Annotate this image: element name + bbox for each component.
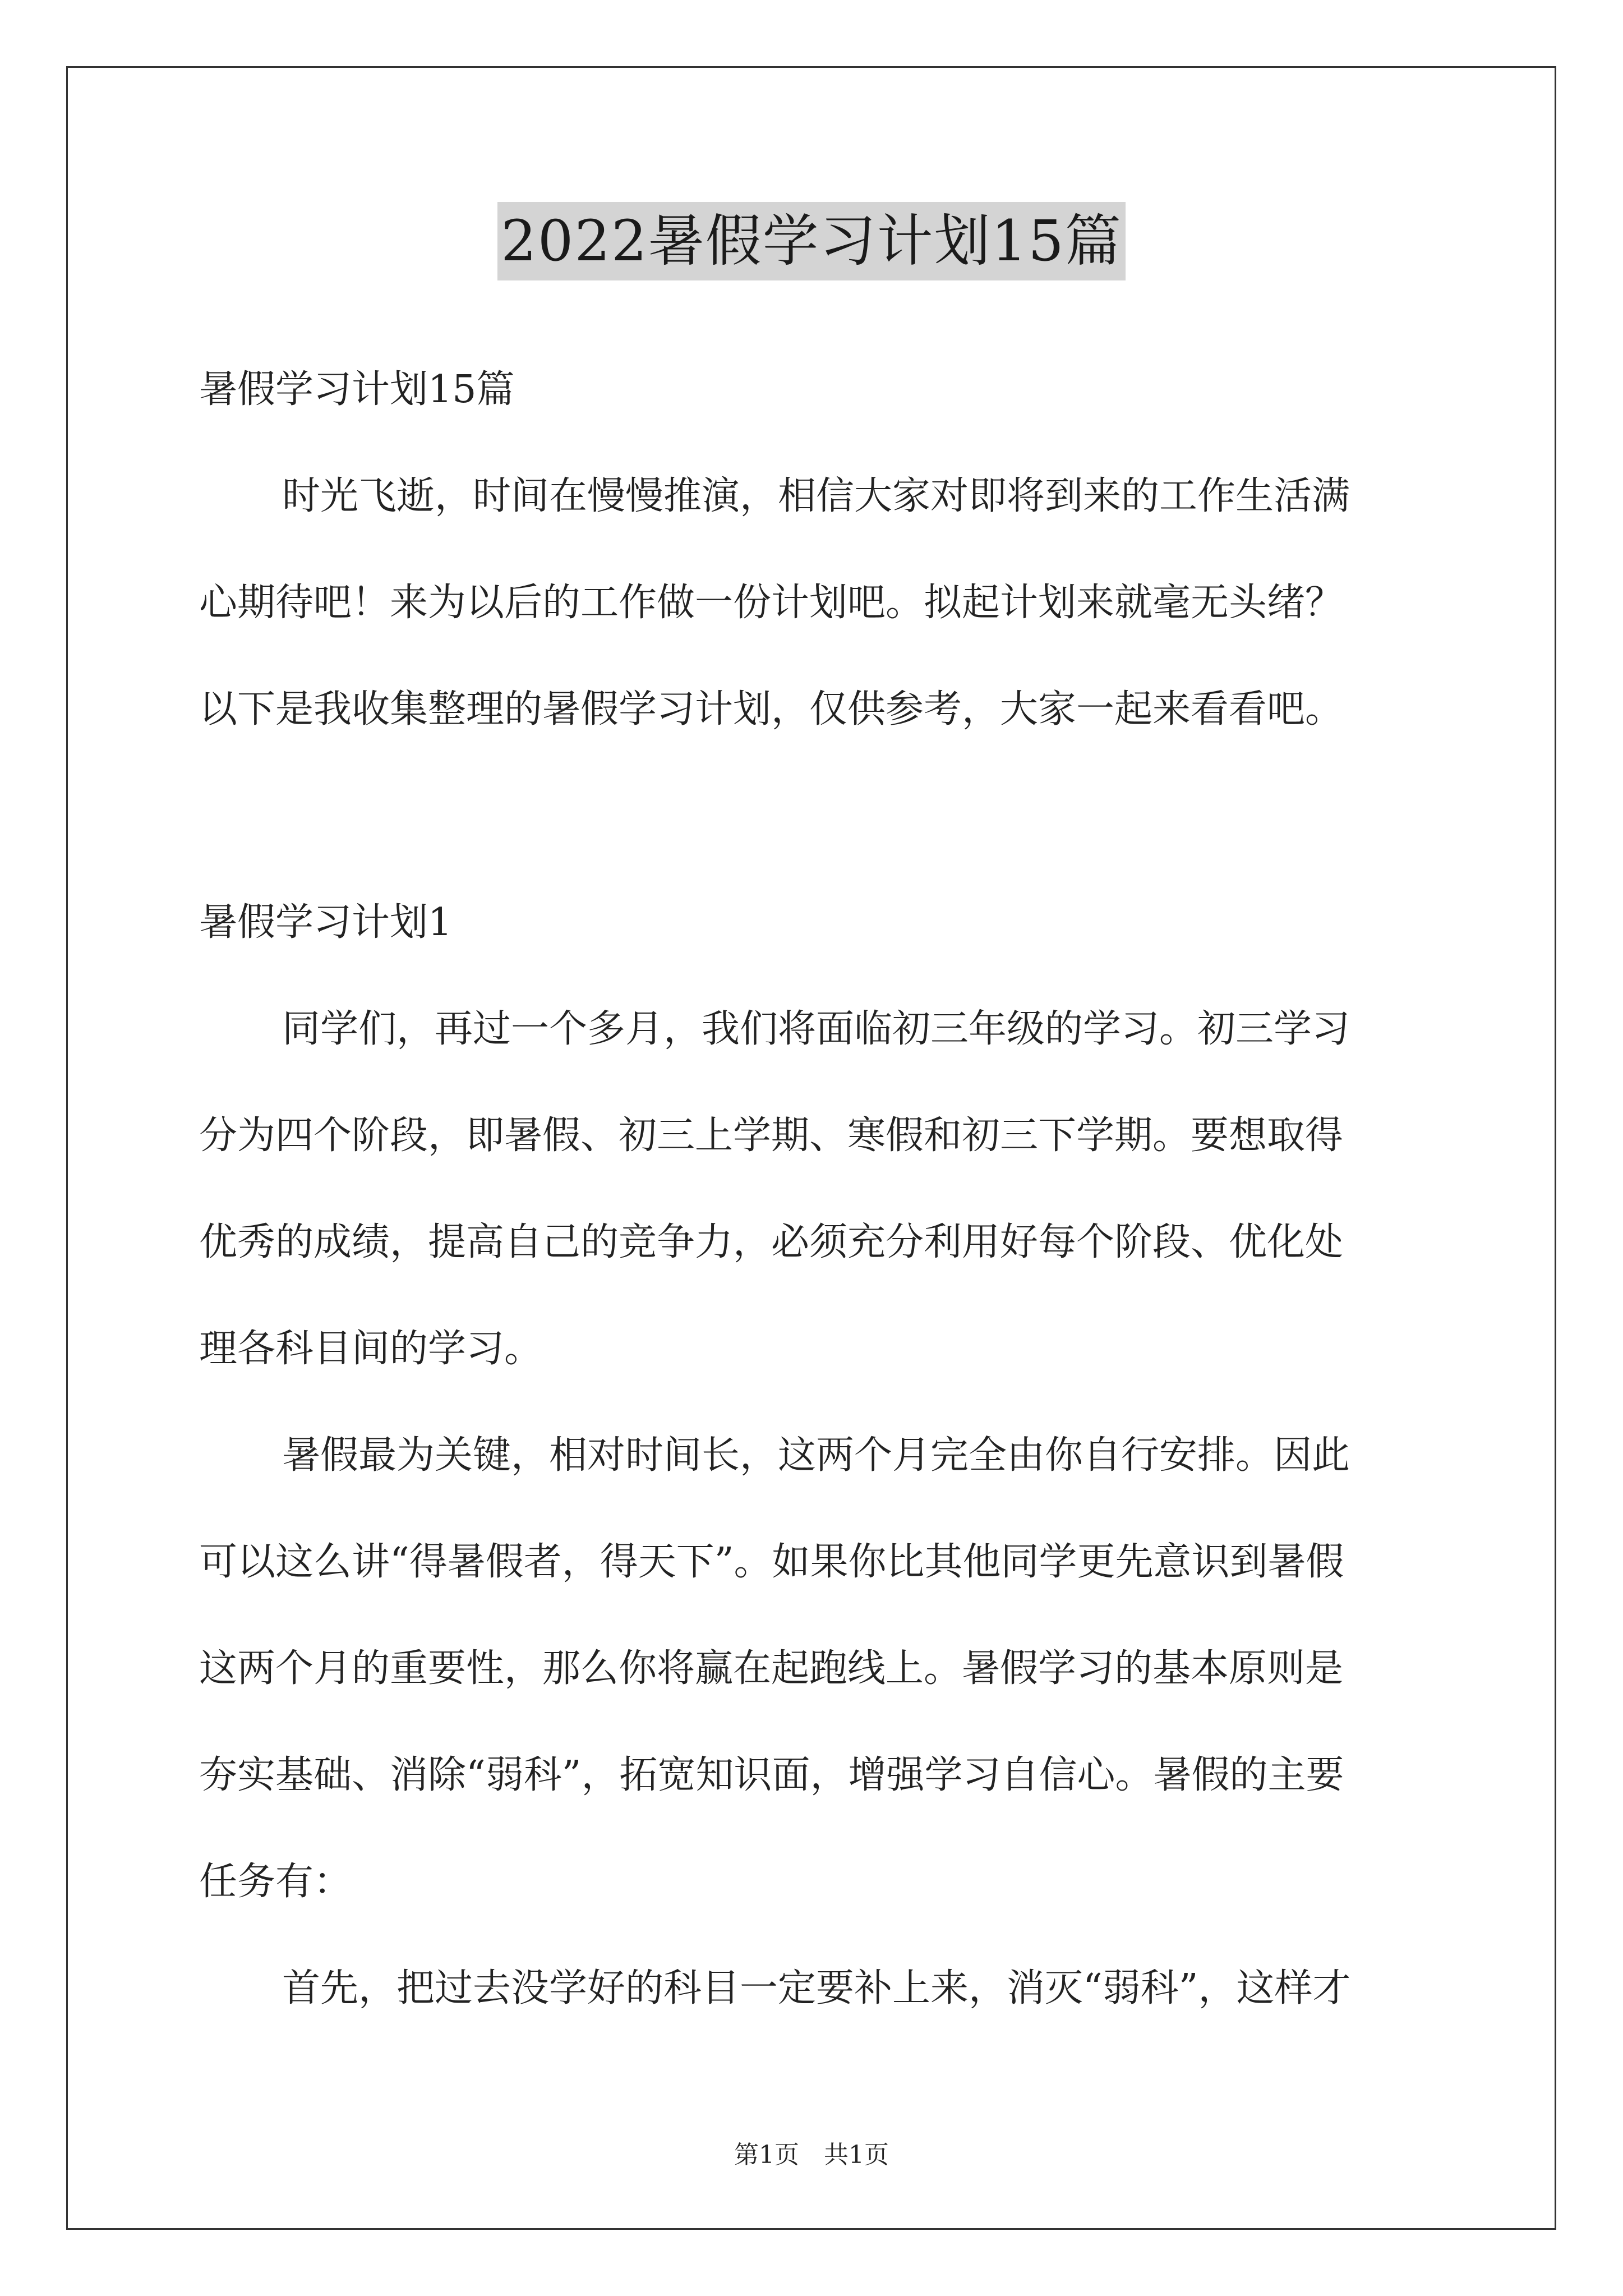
section-heading: 暑假学习计划1	[199, 900, 453, 945]
paragraph-line: 心期待吧！来为以后的工作做一份计划吧。拟起计划来就毫无头绪？	[199, 581, 1344, 625]
paragraph-line: 首先，把过去没学好的科目一定要补上来，消灭“弱科”，这样才	[282, 1966, 1351, 2010]
document-title: 2022暑假学习计划15篇	[497, 202, 1126, 280]
blank-line	[199, 763, 1424, 869]
paragraph-line: 分为四个阶段，即暑假、初三上学期、寒假和初三下学期。要想取得	[199, 1114, 1344, 1158]
paragraph-line: 理各科目间的学习。	[199, 1327, 543, 1371]
document-body	[199, 337, 1424, 2042]
paragraph-line: 可以这么讲“得暑假者，得天下”。如果你比其他同学更先意识到暑假	[199, 1540, 1344, 1584]
page-footer: 第1页 共1页	[734, 2141, 889, 2169]
subtitle-line: 暑假学习计划15篇	[199, 367, 515, 412]
paragraph-line: 任务有：	[199, 1860, 352, 1904]
paragraph-line: 夯实基础、消除“弱科”，拓宽知识面，增强学习自信心。暑假的主要	[199, 1753, 1344, 1797]
paragraph-line: 同学们，再过一个多月，我们将面临初三年级的学习。初三学习	[282, 1007, 1350, 1051]
paragraph-line: 以下是我收集整理的暑假学习计划，仅供参考，大家一起来看看吧。	[199, 687, 1344, 731]
paragraph-line: 暑假最为关键，相对时间长，这两个月完全由你自行安排。因此	[282, 1433, 1350, 1478]
title-container	[0, 202, 1623, 280]
paragraph-line: 优秀的成绩，提高自己的竞争力，必须充分利用好每个阶段、优化处	[199, 1220, 1344, 1264]
paragraph-line: 这两个月的重要性，那么你将赢在起跑线上。暑假学习的基本原则是	[199, 1646, 1344, 1691]
paragraph-line: 时光飞逝，时间在慢慢推演，相信大家对即将到来的工作生活满	[282, 474, 1350, 518]
